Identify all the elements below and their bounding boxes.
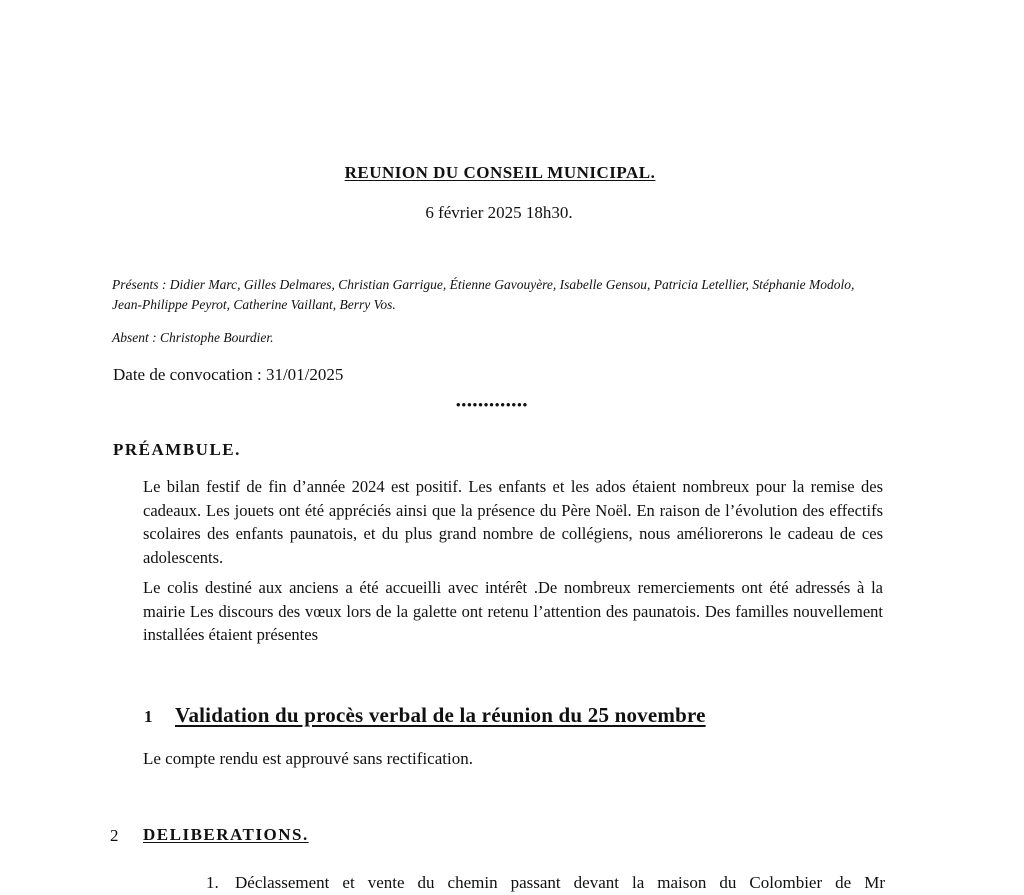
meeting-date: 6 février 2025 18h30.	[425, 203, 573, 222]
preamble-heading: PRÉAMBULE.	[113, 440, 241, 459]
attendees-list: Présents : Didier Marc, Gilles Delmares, Christian Garrigue, Étienne Gavouyère, Isabelle Gensou, Patricia Letellier, Stéphanie Modolo, Jean-Philippe Peyrot, Catherine Vaillant, Berry Vos.	[112, 277, 855, 312]
deliberation-item-number: 1.	[206, 873, 219, 892]
separator-dots: •••••••••••••	[456, 397, 529, 412]
convocation-date: Date de convocation : 31/01/2025	[113, 365, 344, 384]
section-1-number: 1	[144, 707, 153, 726]
section-2-number: 2	[110, 826, 119, 845]
absentees-list: Absent : Christophe Bourdier.	[112, 330, 274, 345]
deliberation-item-text: Déclassement et vente du chemin passant devant la maison du Colombier de Mr	[235, 873, 885, 892]
section-1-text: Le compte rendu est approuvé sans rectification.	[143, 749, 473, 768]
section-2-title: DELIBERATIONS.	[143, 825, 309, 844]
preamble-paragraph-2: Le colis destiné aux anciens a été accueilli avec intérêt .De nombreux remerciements ont été adressés à la mairie Les discours des vœux lors de la galette ont retenu l’attention des paunatois. Des familles nouvellement installées étaient présentes	[143, 578, 883, 644]
preamble-paragraph-1: Le bilan festif de fin d’année 2024 est positif. Les enfants et les ados étaient nombreux pour la remise des cadeaux. Les jouets ont été appréciés ainsi que la présence du Père Noël. En raison de l’évolution des effectifs scolaires des enfants paunatois, et du plus grand nombre de collégiens, nous améliorerons le cadeau de ces adolescents.	[143, 477, 883, 567]
section-1-title: Validation du procès verbal de la réunion du 25 novembre	[175, 703, 706, 727]
page-title: REUNION DU CONSEIL MUNICIPAL.	[344, 163, 656, 182]
